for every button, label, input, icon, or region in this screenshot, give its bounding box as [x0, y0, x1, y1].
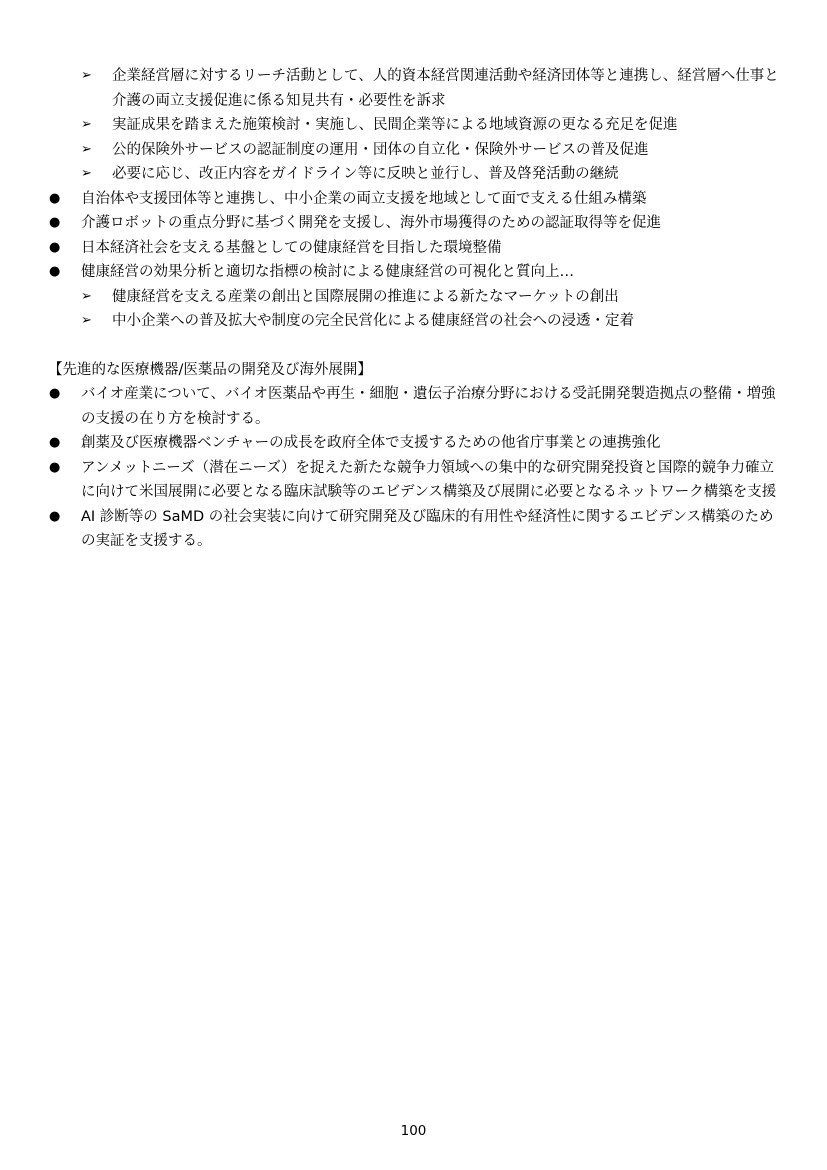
arrow-bullet-icon: ➢ [81, 117, 92, 132]
bullet-dot-icon: ● [49, 264, 61, 279]
bullet-list-2 [48, 382, 788, 554]
sub-list-item-text: 中小企業への普及拡大や制度の完全民営化による健康経営の社会への浸透・定着 [112, 313, 634, 329]
arrow-bullet-icon: ➢ [81, 68, 92, 83]
bullet-list-item-text: バイオ産業について、バイオ医薬品や再生・細胞・遺伝子治療分野における受託開発製造拠点の整備・増強の支援の在り方を検討する。 [81, 386, 776, 427]
bullet-list-item [48, 260, 788, 285]
arrow-bullet-icon: ➢ [81, 313, 92, 328]
bullet-list-item [48, 456, 788, 505]
section-heading: 【先進的な医療機器/医薬品の開発及び海外展開】 [48, 361, 372, 378]
arrow-bullet-icon: ➢ [81, 288, 92, 304]
bullet-list-item-text: 日本経済社会を支える基盤としての健康経営を目指した環境整備 [81, 239, 502, 256]
bullet-list-item-text: AI 診断等の SaMD の社会実装に向けて研究開発及び臨床的有用性や経済性に関するエビデンス構築のための実証を支援する。 [81, 508, 774, 549]
sub-list-item [48, 309, 788, 334]
bullet-dot-icon: ● [49, 386, 61, 401]
bullet-list-item-text: 自治体や支援団体等と連携し、中小企業の両立支援を地域として面で支える仕組み構築 [81, 190, 647, 207]
bullet-list-1 [48, 187, 788, 285]
bullet-list-item [48, 382, 788, 431]
sub-list-item-text: 公的保険外サービスの認証制度の運用・団体の自立化・保険外サービスの普及促進 [112, 141, 649, 158]
bullet-dot-icon: ● [49, 215, 61, 230]
sub-list-item [48, 162, 788, 187]
sub-list-item [48, 138, 788, 163]
sub-list-item-text: 健康経営を支える産業の創出と国際展開の推進による新たなマーケットの創出 [112, 288, 619, 305]
sub-list-item [48, 113, 788, 138]
page-number: 100 [400, 1123, 427, 1139]
bullet-list-item [48, 431, 788, 456]
sub-list-item-text: 実証成果を踏まえた施策検討・実施し、民間企業等による地域資源の更なる充足を促進 [112, 117, 678, 133]
bullet-dot-icon: ● [49, 435, 61, 450]
bullet-dot-icon: ● [49, 190, 61, 206]
bullet-list-1-sub [48, 285, 788, 334]
bullet-list-item-text: アンメットニーズ（潜在ニーズ）を捉えた新たな競争力領域への集中的な研究開発投資と国際的競争力確立に向けて米国展開に必要となる臨床試験等のエビデンス構築及び展開に必要となるネットワーク構築を支援 [81, 459, 777, 500]
bullet-dot-icon: ● [49, 239, 61, 255]
page-content [48, 64, 788, 554]
bullet-list-item [48, 211, 788, 236]
bullet-list-item [48, 187, 788, 212]
sub-list-item-text: 必要に応じ、改正内容をガイドライン等に反映と並行し、普及啓発活動の継続 [112, 166, 619, 182]
sub-list-item [48, 64, 788, 113]
bullet-list-item [48, 505, 788, 554]
bullet-list-item-text: 創薬及び医療機器ベンチャーの成長を政府全体で支援するための他省庁事業との連携強化 [81, 435, 661, 451]
bullet-dot-icon: ● [49, 508, 61, 524]
bullet-list-item [48, 236, 788, 261]
bullet-dot-icon: ● [49, 459, 61, 475]
bullet-list-item-text: 健康経営の効果分析と適切な指標の検討による健康経営の可視化と質向上… [81, 264, 574, 280]
sub-list-item [48, 285, 788, 310]
arrow-bullet-icon: ➢ [81, 141, 92, 157]
top-sub-list [48, 64, 788, 187]
arrow-bullet-icon: ➢ [81, 166, 92, 181]
bullet-list-item-text: 介護ロボットの重点分野に基づく開発を支援し、海外市場獲得のための認証取得等を促進 [81, 215, 661, 231]
sub-list-item-text: 企業経営層に対するリーチ活動として、人的資本経営関連活動や経済団体等と連携し、経営層へ仕事と介護の両立支援促進に係る知見共有・必要性を訴求 [112, 68, 779, 109]
